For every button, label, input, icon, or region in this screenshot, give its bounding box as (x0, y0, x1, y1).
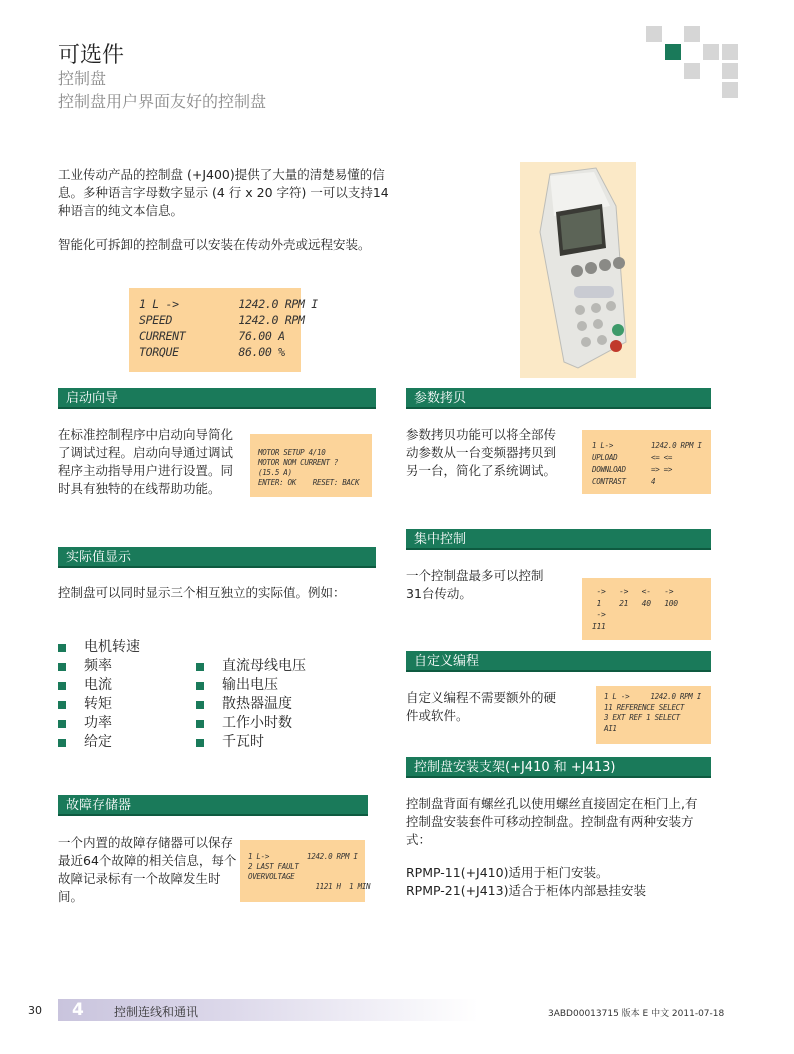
list-item: 频率 (58, 657, 140, 676)
control-panel-image (520, 162, 636, 378)
bullet-list-right (196, 657, 306, 752)
custom-paragraph: 自定义编程不需要额外的硬件或软件。 (406, 690, 557, 723)
actual-paragraph: 控制盘可以同时显示三个相互独立的实际值。例如： (58, 585, 346, 600)
lcd-display-fault: 1 L-> 1242.0 RPM I 2 LAST FAULT OVERVOLTAGE 1121 H 1 MIN (240, 840, 365, 902)
lcd-display-custom: 1 L -> 1242.0 RPM I 11 REFERENCE SELECT 3 EXT REF 1 SELECT AI1 (596, 686, 711, 744)
copy-paragraph: 参数拷贝功能可以将全部传动参数从一台变频器拷贝到另一台，简化了系统调试。 (406, 427, 557, 478)
list-item: 直流母线电压 (196, 657, 306, 676)
section-heading-central: 集中控制 (406, 529, 711, 550)
section-heading-actual: 实际值显示 (58, 547, 376, 568)
central-paragraph: 一个控制盘最多可以控制31台传动。 (406, 568, 544, 601)
chapter-title: 控制连线和通讯 (114, 1005, 199, 1019)
page-subtitle-2: 控制盘用户界面友好的控制盘 (58, 92, 267, 111)
section-heading-startup: 启动向导 (58, 388, 376, 409)
section-heading-copy: 参数拷贝 (406, 388, 711, 409)
fault-paragraph: 一个内置的故障存储器可以保存最近64个故障的相关信息，每个故障记录标有一个故障发生时间。 (58, 835, 237, 904)
mount-paragraph: 控制盘背面有螺丝孔以使用螺丝直接固定在柜门上,有控制盘安装套件可移动控制盘。控制盘有两种安装方式： (406, 796, 698, 847)
lcd-display-main: 1 L -> 1242.0 RPM I SPEED 1242.0 RPM CURRENT 76.00 A TORQUE 86.00 % (129, 288, 301, 372)
lcd-display-central: -> -> <- -> 1 21 40 100 -> I11 (582, 578, 711, 640)
page-number: 30 (28, 1004, 42, 1017)
page-title: 可选件 (58, 43, 125, 68)
lcd-display-copy: 1 L-> 1242.0 RPM I UPLOAD <= <= DOWNLOAD => => CONTRAST 4 (582, 430, 711, 494)
list-item: 散热器温度 (196, 695, 306, 714)
mount-line-1: RPMP-11(+J410)适用于柜门安装。 (406, 865, 609, 880)
list-item: 工作小时数 (196, 714, 306, 733)
list-item: 千瓦时 (196, 733, 306, 752)
document-id: 3ABD00013715 版本 E 中文 2011-07-18 (548, 1009, 725, 1019)
list-item: 转矩 (58, 695, 140, 714)
startup-paragraph: 在标准控制程序中启动向导简化了调试过程。启动向导通过调试程序主动指导用户进行设置。同时具有独特的在线帮助功能。 (58, 427, 234, 496)
lcd-display-startup: MOTOR SETUP 4/10 MOTOR NOM CURRENT ? (15.5 A) ENTER: OK RESET: BACK (250, 434, 372, 497)
list-item: 输出电压 (196, 676, 306, 695)
intro-paragraph-2: 智能化可拆卸的控制盘可以安装在传动外壳或远程安装。 (58, 237, 371, 252)
section-heading-mount: 控制盘安装支架(+J410 和 +J413) (406, 757, 711, 778)
list-item: 电机转速 (58, 638, 140, 657)
list-item: 功率 (58, 714, 140, 733)
mount-line-2: RPMP-21(+J413)适合于柜体内部悬挂安装 (406, 883, 646, 898)
bullet-list-left (58, 638, 140, 752)
section-heading-custom: 自定义编程 (406, 651, 711, 672)
page-subtitle: 控制盘 (58, 69, 107, 88)
list-item: 给定 (58, 733, 140, 752)
list-item: 电流 (58, 676, 140, 695)
intro-paragraph: 工业传动产品的控制盘 (+J400)提供了大量的清楚易懂的信息。多种语言字母数字显示 (4 行 x 20 字符) 一可以支持14种语言的纯文本信息。 (58, 167, 389, 218)
chapter-number: 4 (72, 1000, 84, 1020)
section-heading-fault: 故障存储器 (58, 795, 368, 816)
